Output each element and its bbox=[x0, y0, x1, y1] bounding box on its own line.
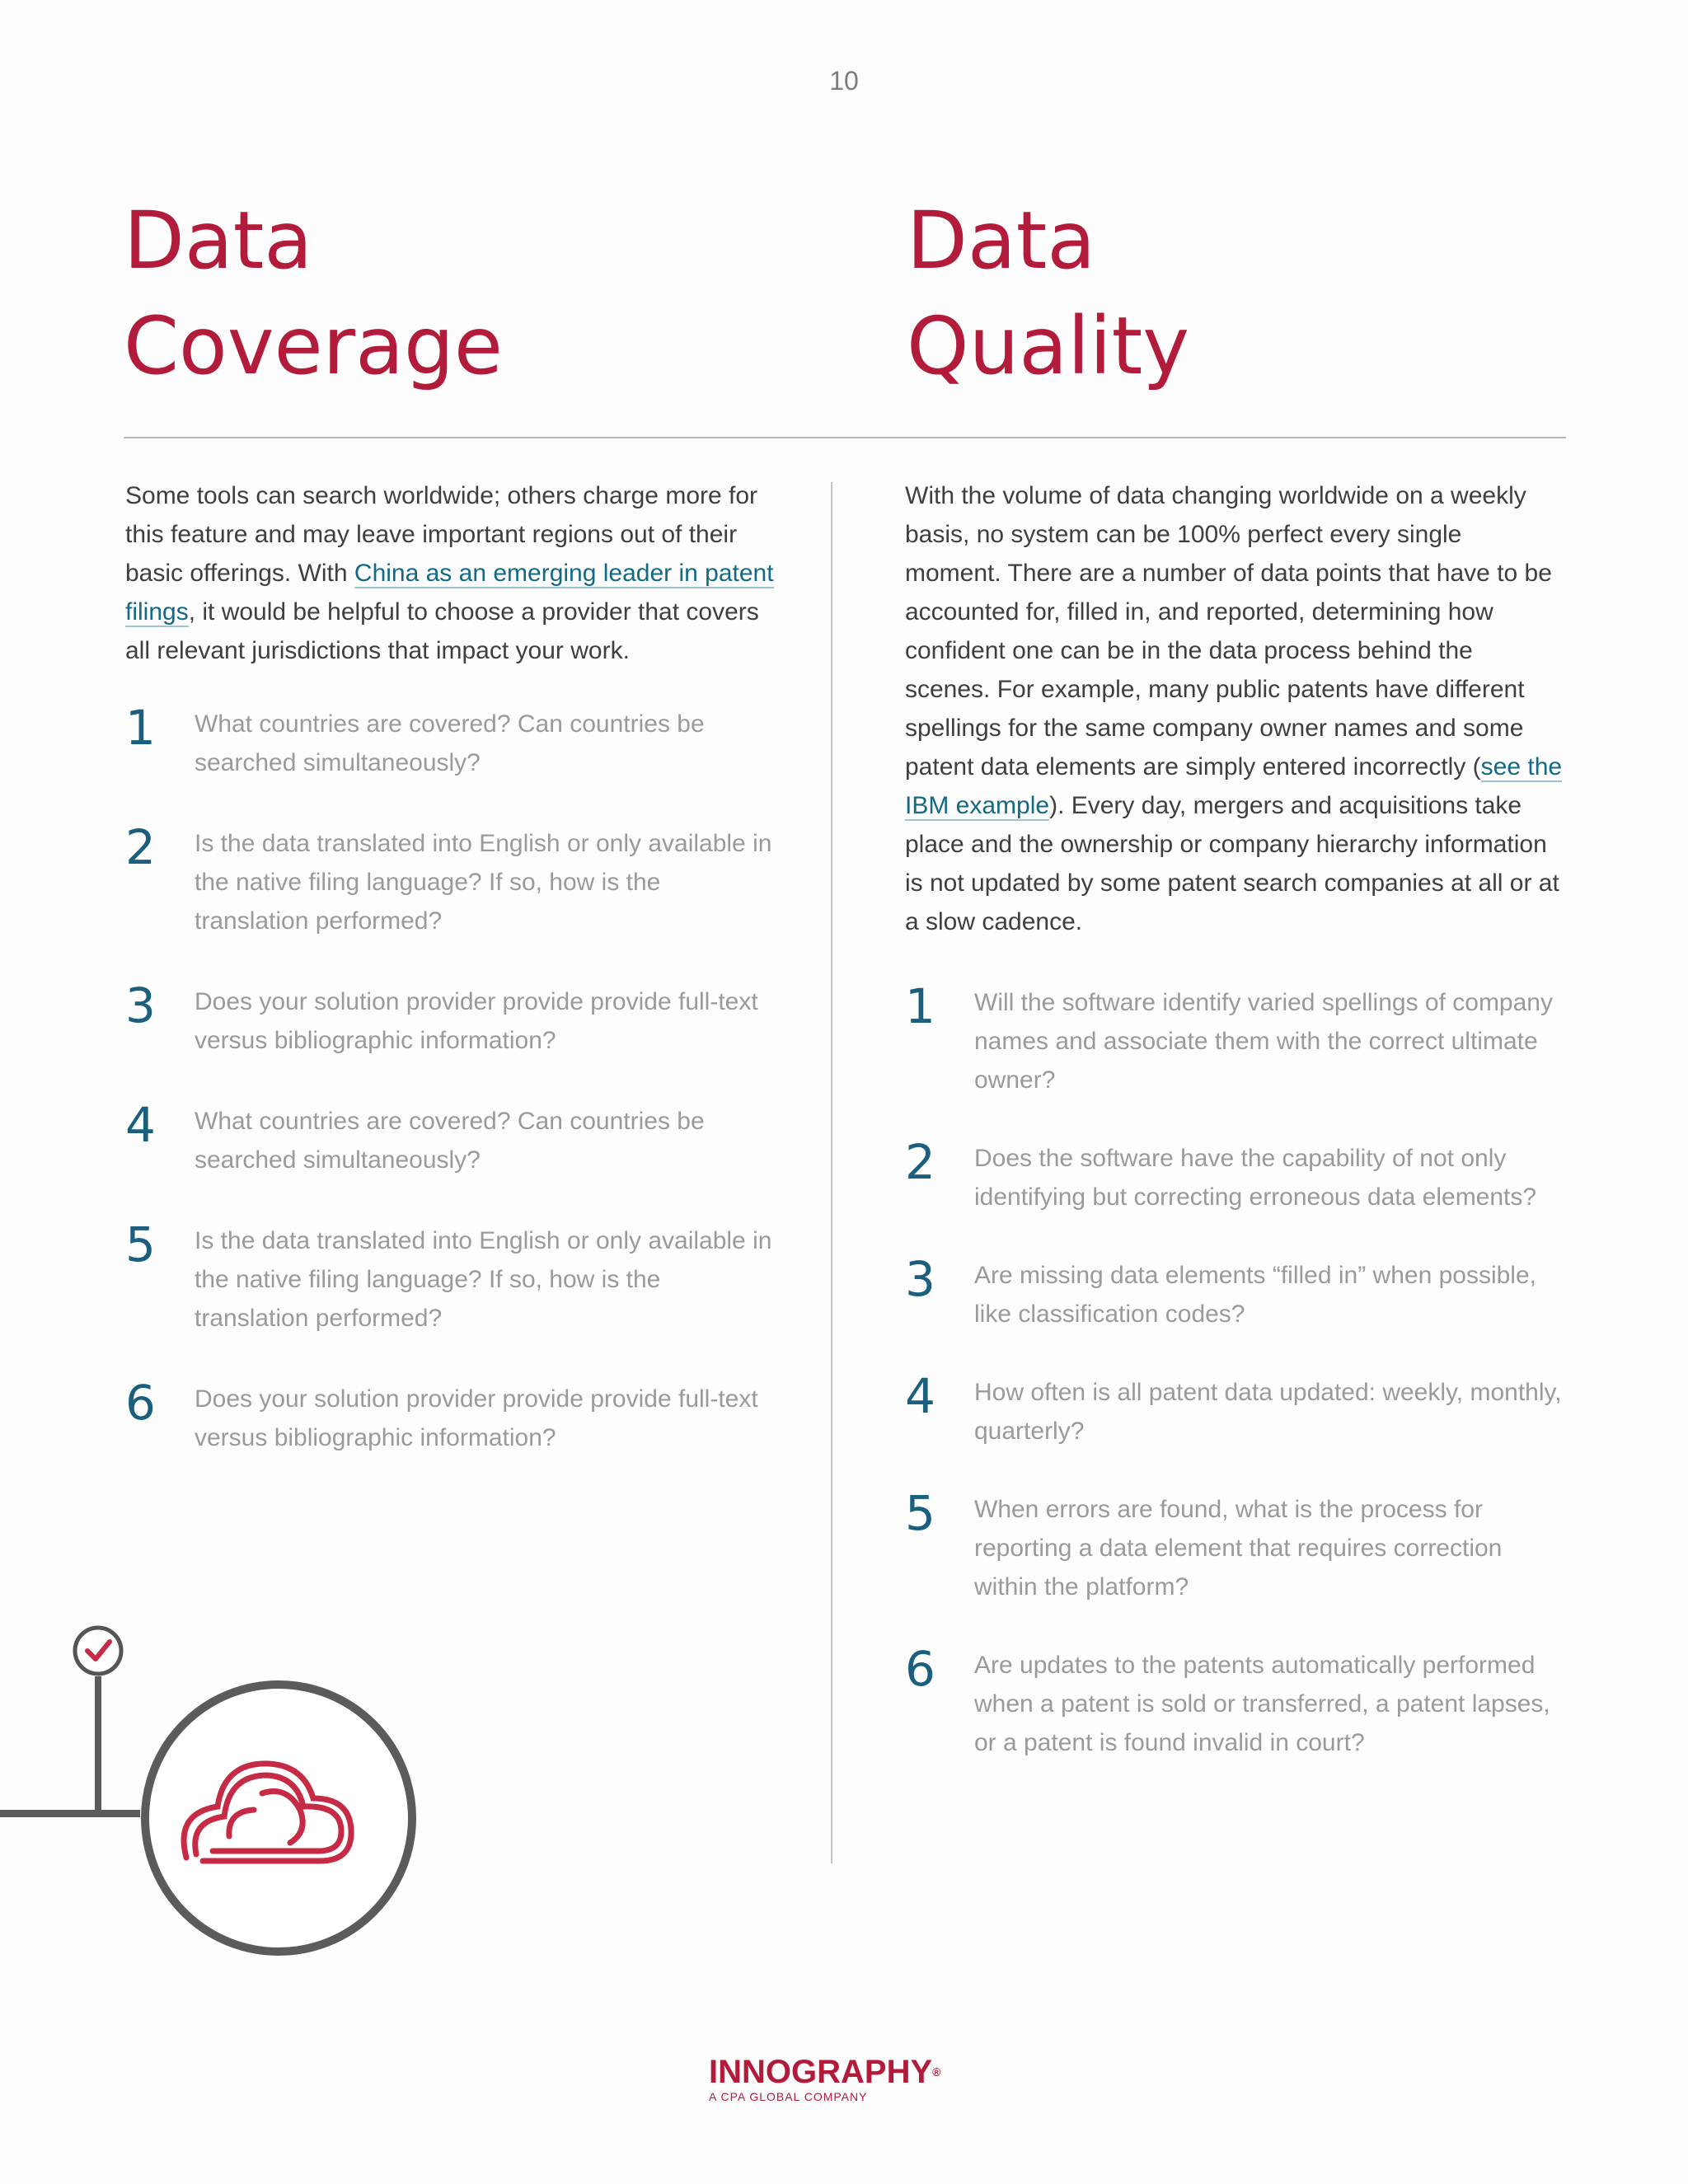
intro-text: Some tools can search worldwide; others charge more for this feature and may leave important regions out of their basic offerings. With bbox=[125, 482, 758, 587]
question-number: 5 bbox=[125, 1216, 156, 1272]
china-patent-filings-link[interactable]: China as an emerging leader in patent filings bbox=[125, 560, 774, 626]
question-text: Does your solution provider provide provide full-text versus bibliographic information? bbox=[195, 1385, 758, 1451]
connector-line bbox=[0, 1810, 140, 1817]
heading-divider bbox=[124, 437, 1566, 438]
list-item bbox=[905, 1134, 1564, 1216]
question-text: Is the data translated into English or only available in the native filing language? If so, how is the translation performed? bbox=[195, 830, 772, 935]
question-number: 6 bbox=[125, 1375, 156, 1431]
question-text: Are missing data elements “filled in” when possible, like classification codes? bbox=[974, 1262, 1536, 1328]
list-item bbox=[905, 1485, 1564, 1606]
heading-line-1: Data bbox=[124, 194, 313, 287]
intro-text: , it would be helpful to choose a provider that covers all relevant jurisdictions that impact your work. bbox=[125, 598, 759, 664]
list-item bbox=[905, 1368, 1564, 1451]
heading-line-2: Quality bbox=[907, 300, 1190, 392]
data-quality-column bbox=[905, 476, 1564, 1802]
question-number: 4 bbox=[125, 1097, 156, 1153]
question-text: Is the data translated into English or only available in the native filing language? If so, how is the translation performed? bbox=[195, 1227, 772, 1332]
question-text: Does the software have the capability of not only identifying but correcting erroneous data elements? bbox=[974, 1145, 1537, 1211]
ibm-example-link[interactable]: see the IBM example bbox=[905, 753, 1563, 819]
logo-wordmark bbox=[709, 2054, 989, 2090]
quality-question-list bbox=[905, 978, 1564, 1762]
data-coverage-heading bbox=[124, 188, 503, 399]
question-text: Does your solution provider provide provide full-text versus bibliographic information? bbox=[195, 988, 758, 1054]
list-item bbox=[125, 1097, 776, 1179]
question-text: Are updates to the patents automatically performed when a patent is sold or transferred, a patent lapses, or a patent is found invalid in court? bbox=[974, 1652, 1550, 1756]
question-text: When errors are found, what is the process for reporting a data element that requires correction within the platform? bbox=[974, 1496, 1503, 1601]
connector-line bbox=[95, 1676, 101, 1816]
list-item bbox=[125, 1216, 776, 1338]
question-number: 2 bbox=[905, 1134, 935, 1190]
innography-logo bbox=[709, 2054, 989, 2103]
page-number: 10 bbox=[829, 66, 859, 96]
question-text: What countries are covered? Can countries be searched simultaneously? bbox=[195, 710, 705, 776]
logo-tagline: A CPA GLOBAL COMPANY bbox=[709, 2090, 868, 2103]
question-text: Will the software identify varied spellings of company names and associate them with the correct ultimate owner? bbox=[974, 989, 1553, 1094]
registered-mark: ® bbox=[932, 2065, 941, 2079]
intro-text: With the volume of data changing worldwide on a weekly basis, no system can be 100% perfect every single moment. There are a number of data points that have to be accounted for, filled in, and reported, determining how confident one can be in the data process behind the scenes. For example, many public patents have different spellings for the same company owner names and some patent data elements are simply entered incorrectly ( bbox=[905, 482, 1552, 780]
quality-intro bbox=[905, 476, 1564, 941]
question-number: 5 bbox=[905, 1485, 935, 1541]
checkmark-circle-icon bbox=[71, 1624, 125, 1678]
list-item bbox=[125, 700, 776, 782]
question-number: 1 bbox=[125, 700, 156, 756]
coverage-question-list bbox=[125, 700, 776, 1457]
question-number: 3 bbox=[125, 977, 156, 1033]
data-quality-heading bbox=[907, 188, 1189, 399]
question-number: 1 bbox=[905, 978, 935, 1034]
list-item bbox=[125, 1375, 776, 1457]
logo-name: INNOGRAPHY bbox=[709, 2054, 933, 2090]
question-number: 2 bbox=[125, 819, 156, 875]
intro-text: ). Every day, mergers and acquisitions take place and the ownership or company hierarchy information is not updated by some patent search companies at all or at a slow cadence. bbox=[905, 792, 1559, 935]
question-text: What countries are covered? Can countries be searched simultaneously? bbox=[195, 1108, 705, 1174]
column-divider bbox=[831, 482, 832, 1863]
list-item bbox=[125, 819, 776, 940]
list-item bbox=[905, 1251, 1564, 1333]
heading-line-2: Coverage bbox=[124, 300, 503, 392]
coverage-intro bbox=[125, 476, 776, 670]
list-item bbox=[905, 1641, 1564, 1762]
list-item bbox=[125, 977, 776, 1060]
list-item bbox=[905, 978, 1564, 1099]
heading-line-1: Data bbox=[907, 194, 1096, 287]
question-number: 3 bbox=[905, 1251, 935, 1307]
data-coverage-column bbox=[125, 476, 776, 1499]
question-number: 6 bbox=[905, 1641, 935, 1697]
question-number: 4 bbox=[905, 1368, 935, 1424]
question-text: How often is all patent data updated: weekly, monthly, quarterly? bbox=[974, 1379, 1562, 1445]
cloud-icon bbox=[138, 1678, 419, 1958]
